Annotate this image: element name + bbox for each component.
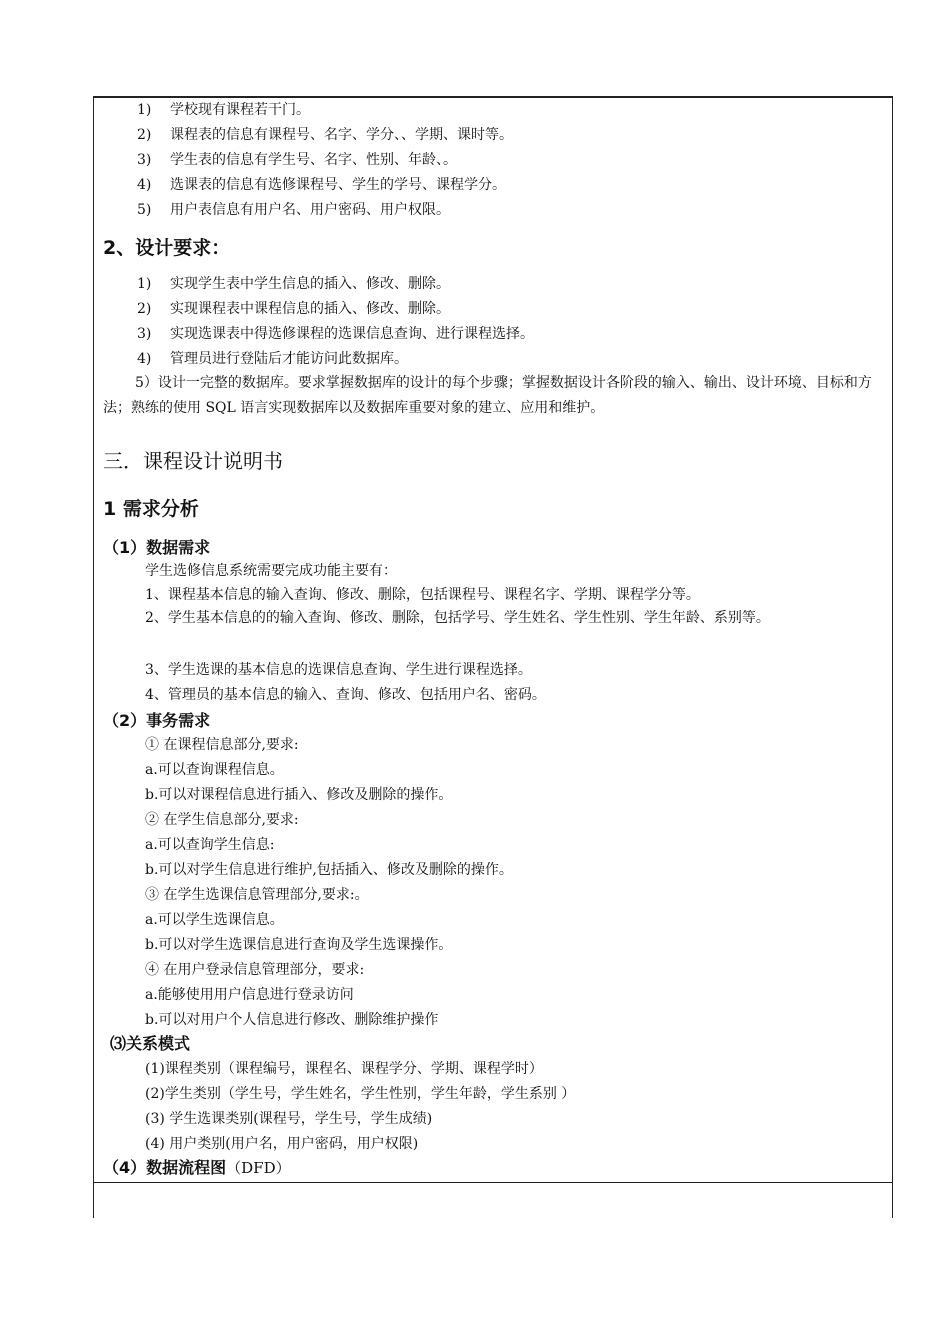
relation-line: (3) 学生选课类别(课程号，学生号，学生成绩) — [145, 1111, 433, 1127]
requirement-line: ② 在学生信息部分,要求: — [145, 812, 299, 828]
requirement-line: a.能够使用用户信息进行登录访问 — [145, 987, 354, 1003]
document-frame — [93, 96, 893, 1218]
data-requirements-intro: 学生选修信息系统需要完成功能主要有： — [145, 563, 397, 579]
list-item: 学生表的信息有学生号、名字、性别、年龄、。 — [170, 152, 457, 168]
requirement-line: b.可以对用户个人信息进行修改、删除维护操作 — [145, 1012, 439, 1028]
requirements-analysis-heading: 1 需求分析 — [103, 498, 199, 520]
list-number: 4) — [137, 351, 152, 367]
relation-line: (4) 用户类别(用户名，用户密码，用户权限) — [145, 1136, 419, 1152]
list-item: 实现选课表中得选修课程的选课信息查询、进行课程选择。 — [170, 326, 534, 342]
transaction-requirements-heading: （2）事务需求 — [103, 711, 211, 730]
list-number: 3) — [137, 326, 152, 342]
list-item: 学校现有课程若干门。 — [170, 102, 310, 118]
relation-schema-heading: ⑶关系模式 — [110, 1034, 191, 1053]
dfd-heading — [103, 1158, 291, 1178]
list-item: 实现学生表中学生信息的插入、修改、删除。 — [170, 276, 450, 292]
requirement-line: a.可以查询学生信息: — [145, 837, 275, 853]
list-number: 3) — [137, 152, 152, 168]
list-item: 课程表的信息有课程号、名字、学分、、学期、课时等。 — [170, 127, 513, 143]
list-number: 4) — [137, 177, 152, 193]
list-item: 2、学生基本信息的的输入查询、修改、删除，包括学号、学生姓名、学生性别、学生年龄、系别等。 — [145, 610, 770, 626]
requirement-line: ④ 在用户登录信息管理部分，要求: — [145, 962, 365, 978]
list-item: 实现课程表中课程信息的插入、修改、删除。 — [170, 301, 450, 317]
requirement-line: ③ 在学生选课信息管理部分,要求:。 — [145, 887, 369, 903]
list-number: 1) — [137, 276, 152, 292]
relation-line: (2)学生类别（学生号，学生姓名，学生性别，学生年龄，学生系别 ） — [145, 1086, 576, 1102]
requirement-line: ① 在课程信息部分,要求: — [145, 737, 299, 753]
requirement-line: a.可以学生选课信息。 — [145, 912, 284, 928]
list-number: 1) — [137, 102, 152, 118]
bottom-rule — [93, 1182, 893, 1183]
design-requirement-paragraph: 5）设计一完整的数据库。要求掌握数据库的设计的每个步骤；掌握数据设计各阶段的输入、输出、设计环境、目标和方法；熟练的使用 SQL 语言实现数据库以及数据库重要对象的建立、应用和维护。 — [103, 375, 872, 416]
list-item: 3、学生选课的基本信息的选课信息查询、学生进行课程选择。 — [145, 662, 532, 678]
list-item: 用户表信息有用户名、用户密码、用户权限。 — [170, 202, 450, 218]
list-number: 5) — [137, 202, 152, 218]
requirement-line: b.可以对学生选课信息进行查询及学生选课操作。 — [145, 937, 453, 953]
dfd-heading-suffix: （DFD） — [226, 1159, 291, 1177]
design-requirements-heading: 2、设计要求： — [103, 237, 231, 259]
list-item: 4、管理员的基本信息的输入、查询、修改、包括用户名、密码。 — [145, 687, 546, 703]
requirement-line: a.可以查询课程信息。 — [145, 762, 284, 778]
relation-line: (1)课程类别（课程编号，课程名、课程学分、学期、课程学时） — [145, 1061, 543, 1077]
list-item: 选课表的信息有选修课程号、学生的学号、课程学分。 — [170, 177, 506, 193]
requirement-line: b.可以对课程信息进行插入、修改及删除的操作。 — [145, 787, 453, 803]
section-title: 三．课程设计说明书 — [103, 449, 283, 473]
data-requirements-heading: （1）数据需求 — [103, 538, 211, 557]
list-item: 1、课程基本信息的输入查询、修改、删除，包括课程号、课程名字、学期、课程学分等。 — [145, 587, 700, 603]
list-item: 管理员进行登陆后才能访问此数据库。 — [170, 351, 408, 367]
list-number: 2) — [137, 301, 152, 317]
dfd-heading-label: （4）数据流程图 — [103, 1158, 227, 1177]
list-number: 2) — [137, 127, 152, 143]
requirement-line: b.可以对学生信息进行维护,包括插入、修改及删除的操作。 — [145, 862, 513, 878]
